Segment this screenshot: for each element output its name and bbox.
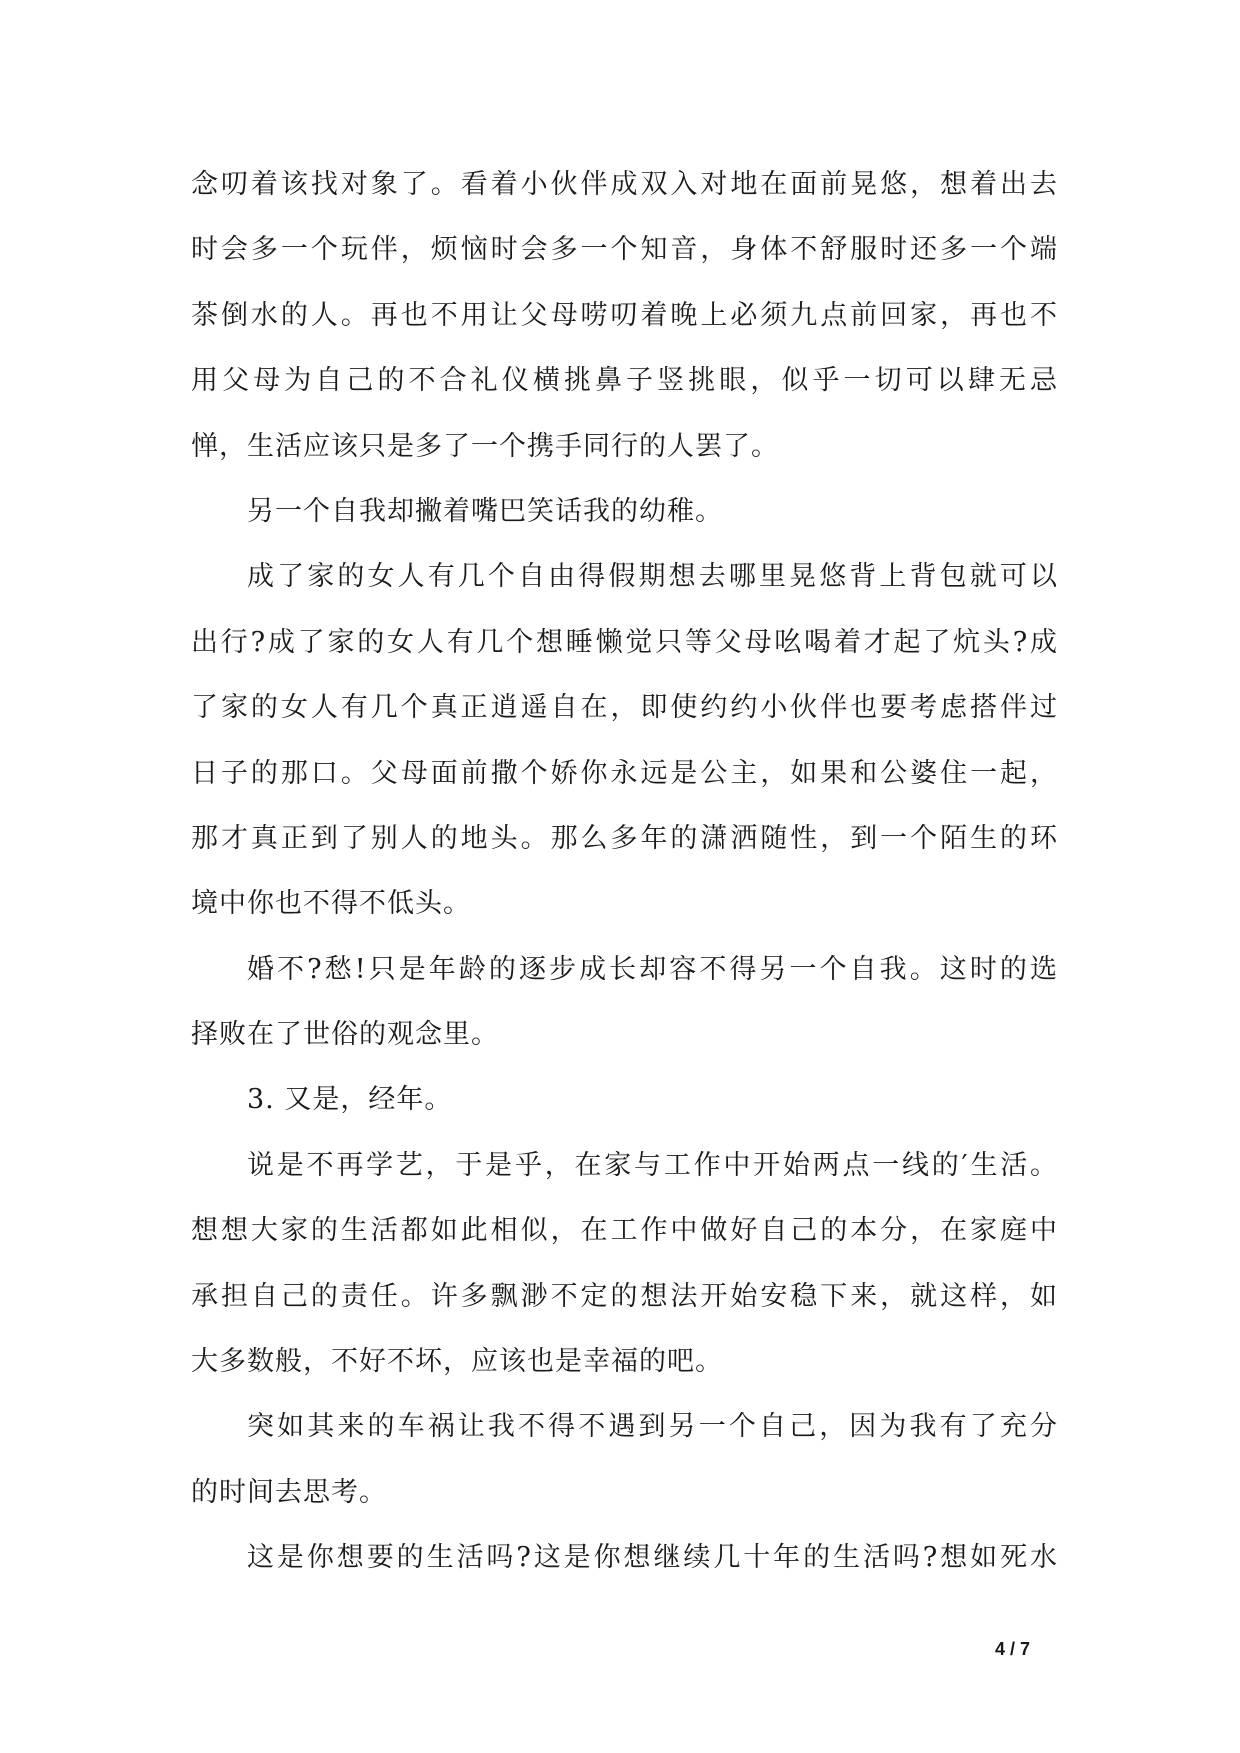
- text-line: 择败在了世俗的观念里。: [191, 1019, 499, 1051]
- text-line: 另一个自我却撇着嘴巴笑话我的幼稚。: [247, 495, 723, 527]
- text-line: 了家的女人有几个真正逍遥自在，即使约约小伙伴也要考虑搭伴过: [191, 692, 1057, 724]
- text-line: 境中你也不得不低头。: [191, 888, 471, 920]
- text-line: 用父母为自己的不合礼仪横挑鼻子竖挑眼，似乎一切可以肆无忌: [191, 365, 1057, 397]
- text-line: 时会多一个玩伴，烦恼时会多一个知音，身体不舒服时还多一个端: [191, 234, 1057, 266]
- text-line: 那才真正到了别人的地头。那么多年的潇洒随性，到一个陌生的环: [191, 822, 1057, 854]
- body-text: [191, 152, 1057, 1591]
- text-line: 婚不?愁!只是年龄的逐步成长却容不得另一个自我。这时的选: [247, 953, 1057, 985]
- text-line: 突如其来的车祸让我不得不遇到另一个自己，因为我有了充分: [247, 1411, 1057, 1443]
- text-line: 承担自己的责任。许多飘渺不定的想法开始安稳下来，就这样，如: [191, 1280, 1057, 1312]
- text-line: 日子的那口。父母面前撒个娇你永远是公主，如果和公婆住一起，: [191, 757, 1057, 789]
- text-line: 念叨着该找对象了。看着小伙伴成双入对地在面前晃悠，想着出去: [191, 169, 1057, 200]
- text-line: 这是你想要的生活吗?这是你想继续几十年的生活吗?想如死水: [247, 1542, 1057, 1574]
- text-line: 的时间去思考。: [191, 1476, 387, 1508]
- text-line: 想想大家的生活都如此相似，在工作中做好自己的本分，在家庭中: [191, 1215, 1057, 1247]
- text-line: 成了家的女人有几个自由得假期想去哪里晃悠背上背包就可以: [247, 561, 1057, 593]
- text-line: 大多数般，不好不坏，应该也是幸福的吧。: [191, 1346, 723, 1378]
- text-line: 茶倒水的人。再也不用让父母唠叨着晚上必须九点前回家，再也不: [191, 299, 1057, 331]
- section-heading: 3. 又是，经年。: [247, 1084, 453, 1116]
- text-line: 惮，生活应该只是多了一个携手同行的人罢了。: [191, 430, 779, 462]
- text-line: 出行?成了家的女人有几个想睡懒觉只等父母吆喝着才起了炕头?成: [191, 626, 1057, 658]
- text-line: 说是不再学艺，于是乎，在家与工作中开始两点一线的′生活。: [247, 1149, 1057, 1181]
- page-number: 4 / 7: [994, 1639, 1030, 1659]
